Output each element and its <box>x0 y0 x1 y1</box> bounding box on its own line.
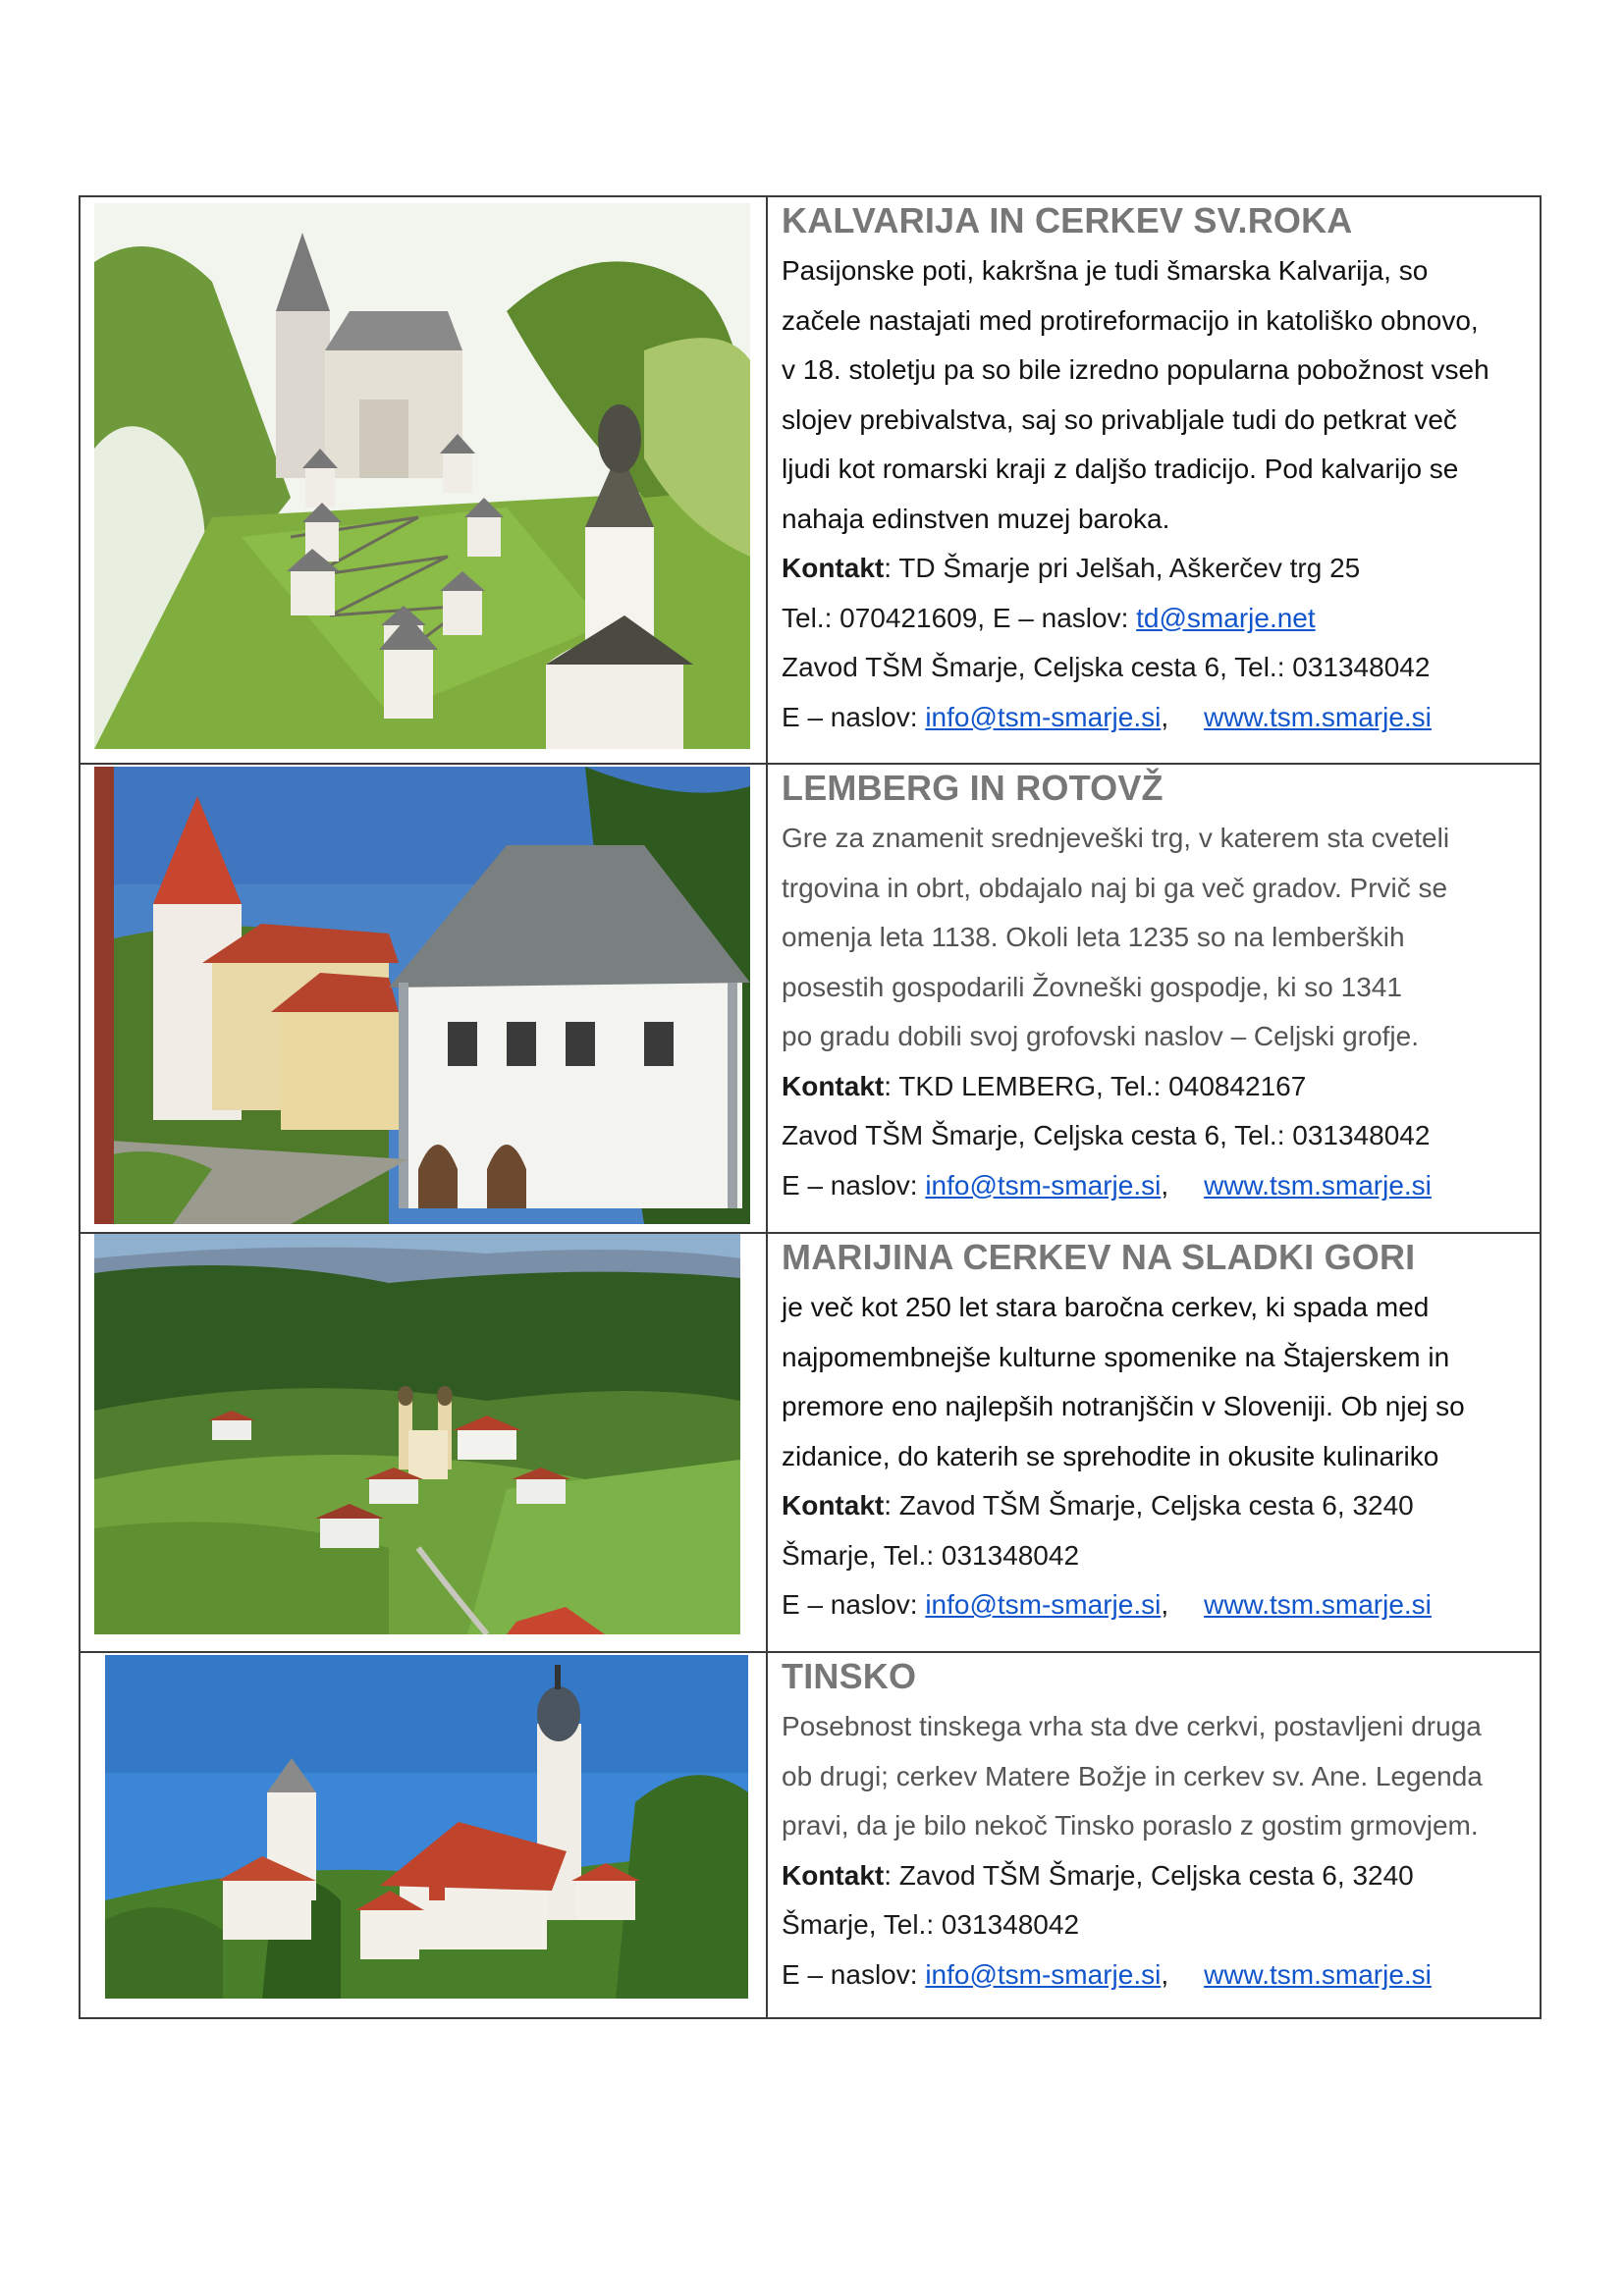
email-label: E – naslov: <box>782 1958 926 1990</box>
contact-text: : TD Šmarje pri Jelšah, Aškerčev trg 25 <box>884 553 1361 583</box>
tinsko-photo <box>105 1655 748 1999</box>
tel-text: Tel.: 070421609, E – naslov: <box>782 602 1137 633</box>
section-title: KALVARIJA IN CERKEV SV.ROKA <box>782 200 1353 240</box>
description-line: premore eno najlepših notranjščin v Sloveniji. Ob njej so <box>782 1391 1465 1421</box>
email-line <box>782 1950 1540 2001</box>
image-cell <box>80 196 767 764</box>
description-line: pravi, da je bilo nekoč Tinsko poraslo z gostim grmovjem. <box>782 1810 1479 1841</box>
description-line: slojev prebivalstva, saj so privabljale tudi do petkrat več <box>782 403 1457 435</box>
contact-line <box>782 1481 1540 1531</box>
section-description <box>782 814 1540 1062</box>
description-line: najpomembnejše kulturne spomenike na Štajerskem in <box>782 1341 1450 1372</box>
website-link[interactable]: www.tsm.smarje.si <box>1204 1169 1432 1201</box>
email-label: E – naslov: <box>782 1169 926 1201</box>
email-label: E – naslov: <box>782 701 926 732</box>
table-row <box>80 196 1541 764</box>
text-cell <box>767 1652 1541 2018</box>
separator: , <box>1161 701 1169 732</box>
description-line: nahaja edinstven muzej baroka. <box>782 503 1170 534</box>
description-line: Pasijonske poti, kakršna je tudi šmarska Kalvarija, so <box>782 255 1429 286</box>
section-description <box>782 246 1540 544</box>
description-line: Posebnost tinskega vrha sta dve cerkvi, postavljeni druga <box>782 1711 1482 1741</box>
description-line: trgovina in obrt, obdajalo naj bi ga več gradov. Prvič se <box>782 872 1448 903</box>
description-line: ljudi kot romarski kraji z daljšo tradicijo. Pod kalvarijo se <box>782 454 1459 484</box>
table-row <box>80 764 1541 1233</box>
email-link[interactable]: info@tsm-smarje.si <box>925 701 1162 732</box>
separator: , <box>1161 1958 1169 1990</box>
description-line: omenja leta 1138. Okoli leta 1235 so na lemberških <box>782 922 1405 952</box>
website-link[interactable]: www.tsm.smarje.si <box>1204 1589 1432 1620</box>
email-label: E – naslov: <box>782 1589 926 1620</box>
contact-line <box>782 1062 1540 1112</box>
description-line: posestih gospodarili Žovneški gospodje, ki so 1341 <box>782 971 1402 1002</box>
email-line <box>782 1580 1540 1630</box>
table-row <box>80 1652 1541 2018</box>
section-description <box>782 1283 1540 1481</box>
tel-line <box>782 594 1540 644</box>
section-title: LEMBERG IN ROTOVŽ <box>782 768 1164 808</box>
email-link[interactable]: info@tsm-smarje.si <box>925 1958 1162 1990</box>
email-line <box>782 693 1540 743</box>
contact-text: : Zavod TŠM Šmarje, Celjska cesta 6, 3240 <box>884 1859 1414 1891</box>
description-line: začele nastajati med protireformacijo in katoliško obnovo, <box>782 304 1479 336</box>
website-link[interactable]: www.tsm.smarje.si <box>1204 701 1432 732</box>
text-cell <box>767 764 1541 1233</box>
zavod-line: Zavod TŠM Šmarje, Celjska cesta 6, Tel.: 031348042 <box>782 1120 1431 1150</box>
text-cell <box>767 196 1541 764</box>
contact-line-2: Šmarje, Tel.: 031348042 <box>782 1539 1080 1571</box>
contact-label: Kontakt <box>782 553 885 583</box>
description-line: je več kot 250 let stara baročna cerkev, ki spada med <box>782 1292 1430 1322</box>
contact-line <box>782 544 1540 594</box>
section-description <box>782 1702 1540 1851</box>
image-cell <box>80 1233 767 1652</box>
description-line: Gre za znamenit srednjeveški trg, v katerem sta cveteli <box>782 823 1450 853</box>
separator: , <box>1161 1589 1169 1620</box>
contact-line <box>782 1851 1540 1901</box>
image-cell <box>80 764 767 1233</box>
email-line <box>782 1161 1540 1211</box>
contact-label: Kontakt <box>782 1070 885 1101</box>
contact-label: Kontakt <box>782 1490 885 1521</box>
image-cell <box>80 1652 767 2018</box>
description-line: ob drugi; cerkev Matere Božje in cerkev sv. Ane. Legenda <box>782 1760 1483 1791</box>
contact-text: : TKD LEMBERG, Tel.: 040842167 <box>884 1070 1307 1101</box>
lemberg-photo <box>94 767 750 1224</box>
contact-label: Kontakt <box>782 1859 885 1891</box>
separator: , <box>1161 1169 1169 1201</box>
attractions-table <box>79 195 1542 2019</box>
section-title: TINSKO <box>782 1656 917 1696</box>
contact-line-2: Šmarje, Tel.: 031348042 <box>782 1909 1080 1940</box>
description-line: v 18. stoletju pa so bile izredno popularna pobožnost vseh <box>782 354 1489 385</box>
website-link[interactable]: www.tsm.smarje.si <box>1204 1958 1432 1990</box>
email-link[interactable]: info@tsm-smarje.si <box>925 1169 1162 1201</box>
contact-text: : Zavod TŠM Šmarje, Celjska cesta 6, 3240 <box>884 1490 1414 1521</box>
section-title: MARIJINA CERKEV NA SLADKI GORI <box>782 1237 1416 1277</box>
zavod-line: Zavod TŠM Šmarje, Celjska cesta 6, Tel.: 031348042 <box>782 652 1431 682</box>
description-line: po gradu dobili svoj grofovski naslov – Celjski grofje. <box>782 1021 1419 1051</box>
email-link[interactable]: info@tsm-smarje.si <box>925 1589 1162 1620</box>
email-link[interactable]: td@smarje.net <box>1136 602 1316 633</box>
table-row <box>80 1233 1541 1652</box>
description-line: zidanice, do katerih se sprehodite in okusite kulinariko <box>782 1440 1439 1471</box>
text-cell <box>767 1233 1541 1652</box>
sladka-gora-photo <box>94 1234 740 1634</box>
kalvarija-photo <box>94 203 750 749</box>
